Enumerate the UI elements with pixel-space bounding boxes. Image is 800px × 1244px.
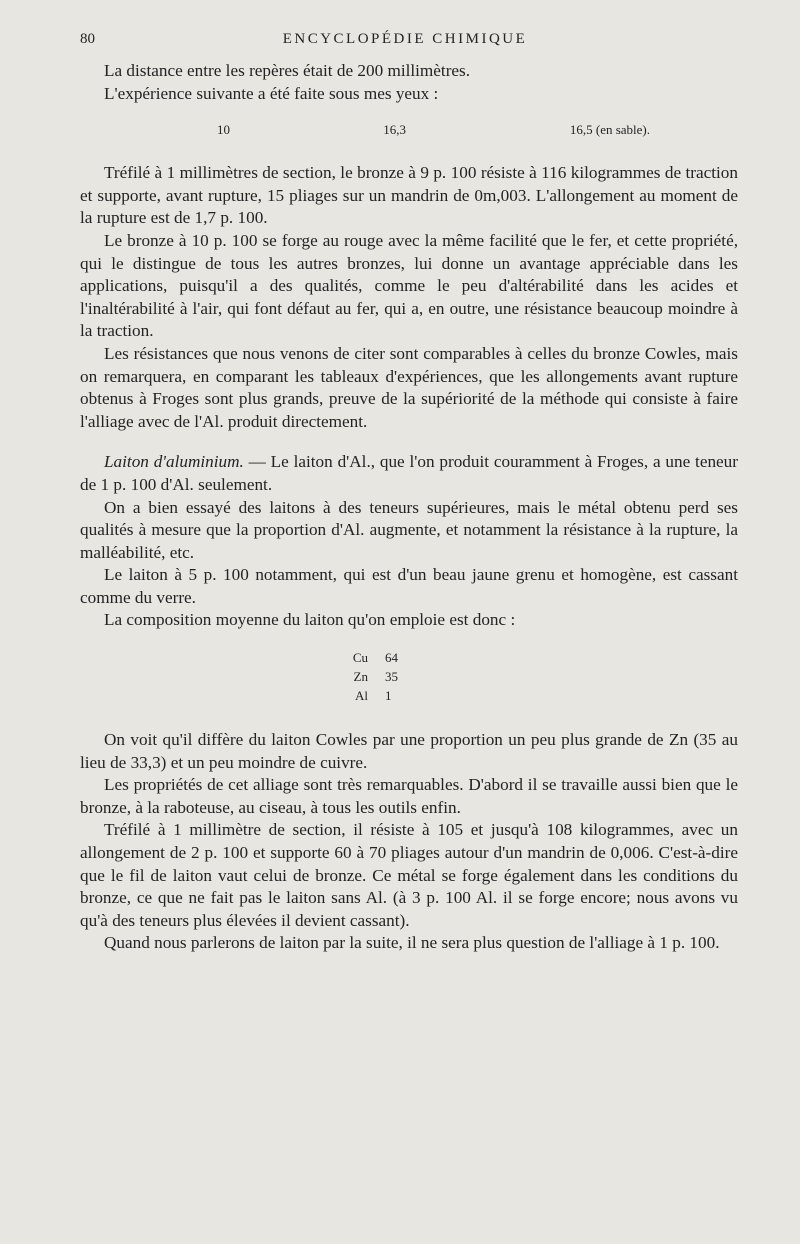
- section-paragraph: [80, 451, 738, 496]
- paragraph: On a bien essayé des laitons à des teneurs supérieures, mais le métal obtenu perd ses qualités à mesure que la proportion d'Al. augmente, et notamment la résistance à la rupture, la malléabilité, etc.: [80, 497, 738, 562]
- composition-value: 1: [385, 688, 392, 704]
- composition-value: 35: [385, 669, 398, 685]
- composition-table: [80, 648, 738, 705]
- body-text: [80, 60, 738, 955]
- paragraph: La distance entre les repères était de 200 millimètres.: [104, 61, 471, 80]
- paragraph: La composition moyenne du laiton qu'on emploie est donc :: [104, 610, 516, 630]
- paragraph: Quand nous parlerons de laiton par la suite, il ne sera plus question de l'alliage à 1 p. 100.: [104, 933, 720, 953]
- composition-row: [80, 686, 738, 705]
- paragraph: Le laiton à 5 p. 100 notamment, qui est d'un beau jaune grenu et homogène, est cassant comme du verre.: [80, 565, 738, 607]
- paragraph: Tréfilé à 1 millimètre de section, il résiste à 105 et jusqu'à 108 kilogrammes, avec un allongement de 2 p. 100 et supporte 60 à 70 pliages autour d'un mandrin de 0,006. C'est-à-dire que le fil de laiton vaut celui de bronze. Ce métal se forge également dans les conditions du bronze, ce que ne fait pas le laiton sans Al. (à 3 p. 100 Al. il se forge encore; nous avons vu qu'à des teneurs plus élevées il devient cassant).: [80, 820, 738, 930]
- measurement-row: [80, 119, 738, 141]
- section-text: — Le laiton d'Al., que l'on produit couramment à Froges, a une teneur de 1 p. 100 d'Al. seulement.: [80, 452, 738, 494]
- running-head: ENCYCLOPÉDIE CHIMIQUE: [282, 31, 528, 47]
- measurement-value: 16,3: [383, 122, 406, 138]
- page-number: 80: [80, 31, 95, 47]
- measurement-value: 10: [217, 122, 230, 138]
- composition-element: Al: [355, 688, 368, 704]
- paragraph: L'expérience suivante a été faite sous mes yeux :: [104, 83, 439, 103]
- paragraph: Tréfilé à 1 millimètres de section, le bronze à 9 p. 100 résiste à 116 kilogrammes de traction et supporte, avant rupture, 15 pliages sur un mandrin de 0m,003. L'allongement au moment de la rupture est de 1,7 p. 100.: [80, 163, 738, 228]
- composition-element: Zn: [353, 669, 368, 685]
- paragraph: Les propriétés de cet alliage sont très remarquables. D'abord il se travaille aussi bien que le bronze, à la raboteuse, au ciseau, à tous les outils enfin.: [80, 775, 738, 817]
- paragraph: On voit qu'il diffère du laiton Cowles par une proportion un peu plus grande de Zn (35 au lieu de 33,3) et un peu moindre de cuivre.: [80, 730, 738, 772]
- page-header: [80, 31, 730, 53]
- composition-value: 64: [385, 650, 398, 666]
- composition-element: Cu: [352, 650, 368, 666]
- composition-row: [80, 667, 738, 686]
- paragraph: Les résistances que nous venons de citer sont comparables à celles du bronze Cowles, mais on remarquera, en comparant les tableaux d'expériences, que les allongements avant rupture obtenus à Froges sont plus grands, preuve de la supériorité de la méthode qui consiste à faire l'alliage avec de l'Al. produit directement.: [80, 343, 738, 431]
- section-title: Laiton d'aluminium.: [104, 452, 244, 472]
- measurement-value: 16,5 (en sable).: [569, 122, 650, 138]
- composition-row: [80, 648, 738, 667]
- paragraph: Le bronze à 10 p. 100 se forge au rouge avec la même facilité que le fer, et cette propriété, qui le distingue de tous les autres bronzes, lui donne un avantage appréciable dans les applications, puisqu'il a des qualités, comme le peu d'altérabilité dans les acides et l'inaltérabilité à l'air, qui font défaut au fer, qui a, en outre, une résistance beaucoup moindre à la traction.: [80, 230, 738, 341]
